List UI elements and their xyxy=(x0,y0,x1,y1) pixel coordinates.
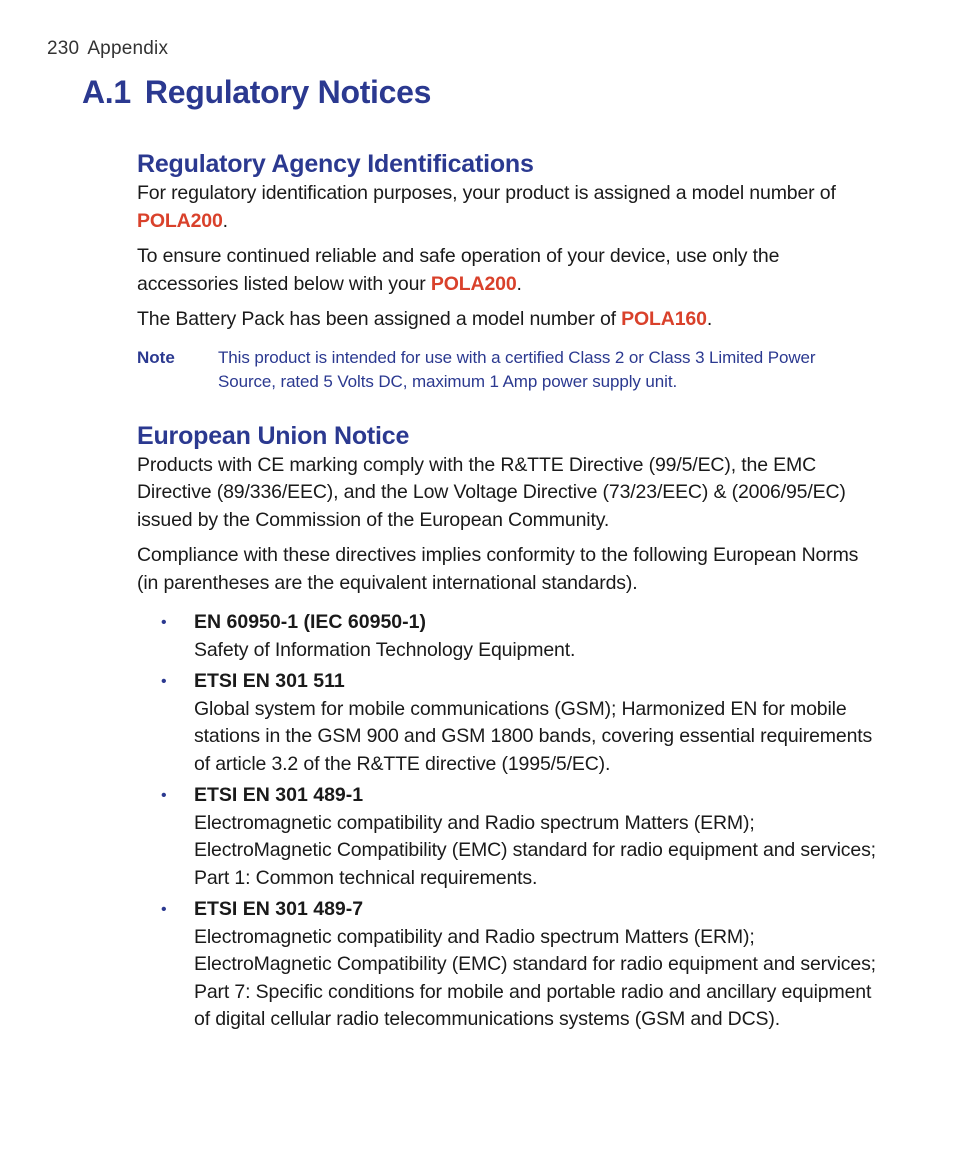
list-item xyxy=(137,668,877,778)
paragraph-text: The Battery Pack has been assigned a model number of xyxy=(137,308,622,330)
chapter-number: A.1 xyxy=(82,74,131,110)
section-heading-agency: Regulatory Agency Identifications xyxy=(137,150,534,178)
standard-description: Safety of Information Technology Equipment. xyxy=(194,638,576,661)
model-number: POLA200 xyxy=(430,272,517,295)
standard-code: ETSI EN 301 489-1 xyxy=(194,784,364,806)
page-number: 230 xyxy=(47,38,80,59)
page-header xyxy=(47,38,168,60)
standard-description: Electromagnetic compatibility and Radio spectrum Matters (ERM); ElectroMagnetic Compatibility (EMC) standard for radio equipment and services; Part 1: Common technical requirements. xyxy=(194,811,876,889)
chapter-title-text: Regulatory Notices xyxy=(144,74,432,110)
list-item xyxy=(137,609,877,664)
standard-description: Global system for mobile communications (GSM); Harmonized EN for mobile stations in the GSM 900 and GSM 1800 bands, covering essential requirements of article 3.2 of the R&TTE directive (1995/5/EC). xyxy=(194,697,873,775)
list-item xyxy=(137,896,877,1034)
paragraph-accessories xyxy=(137,243,877,298)
paragraph-ce-marking: Products with CE marking comply with the R&TTE Directive (99/5/EC), the EMC Directive (89/336/EEC), and the Low Voltage Directive (73/23/EEC) & (2006/95/EC) issued by the Commission of the European Community. xyxy=(137,453,846,531)
model-number: POLA200 xyxy=(137,209,223,232)
standard-code: ETSI EN 301 489-7 xyxy=(194,898,364,920)
paragraph-text: . xyxy=(706,308,713,330)
paragraph-text: . xyxy=(516,272,522,295)
bullet-icon: • xyxy=(161,614,167,631)
paragraph-text: To ensure continued reliable and safe operation of your device, use only the accessories listed below with your xyxy=(137,245,780,295)
chapter-title xyxy=(82,74,431,111)
note-box xyxy=(137,346,877,394)
standard-description: Electromagnetic compatibility and Radio spectrum Matters (ERM); ElectroMagnetic Compatibility (EMC) standard for radio equipment and services; Part 7: Specific conditions for mobile and portable radio and ancillary equipment of digital cellular radio telecommunications systems (GSM and DCS). xyxy=(194,925,876,1030)
paragraph-battery xyxy=(137,306,877,334)
battery-model-number: POLA160 xyxy=(621,308,707,330)
bullet-icon: • xyxy=(161,901,167,918)
paragraph-text: . xyxy=(222,209,228,232)
bullet-icon: • xyxy=(161,787,167,804)
list-item xyxy=(137,782,877,892)
eu-notice-section xyxy=(137,420,877,1034)
standards-list xyxy=(137,609,877,1034)
standard-code: ETSI EN 301 511 xyxy=(194,670,345,692)
paragraph-text: For regulatory identification purposes, your product is assigned a model number of xyxy=(137,182,836,204)
note-label: Note xyxy=(137,347,175,367)
paragraph-model-number xyxy=(137,180,877,235)
running-section-title: Appendix xyxy=(87,38,169,59)
main-content xyxy=(137,148,877,1038)
regulatory-agency-section xyxy=(137,148,877,394)
section-heading-eu: European Union Notice xyxy=(137,421,410,450)
note-text: This product is intended for use with a certified Class 2 or Class 3 Limited Power Source, rated 5 Volts DC, maximum 1 Amp power supply unit. xyxy=(218,347,816,391)
standard-code: EN 60950-1 (IEC 60950-1) xyxy=(194,611,426,633)
paragraph-compliance: Compliance with these directives implies conformity to the following European Norms (in parentheses are the equivalent international standards). xyxy=(137,544,859,594)
bullet-icon: • xyxy=(161,673,167,690)
